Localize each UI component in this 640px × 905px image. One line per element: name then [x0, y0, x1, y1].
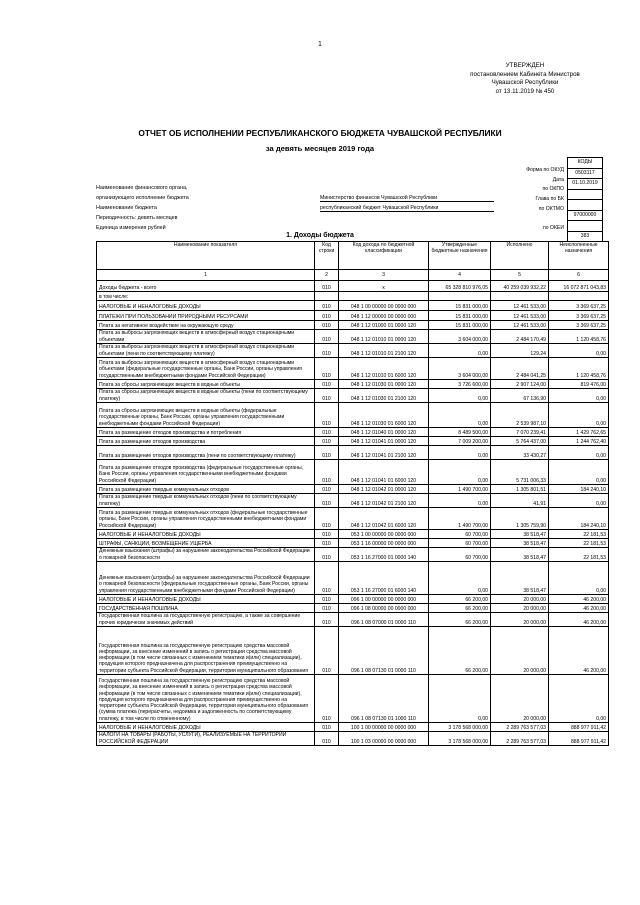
glava-label: Глава по БК: [535, 196, 564, 202]
table-row: [97, 403, 609, 428]
cell-executed: 40 259 039 932,22: [491, 281, 549, 292]
header-remaining: Неисполненные назначения: [549, 242, 609, 270]
codes-heading: КОДЫ: [568, 158, 603, 169]
cell-remaining: 1 120 458,76: [549, 330, 609, 344]
cell-executed: 38 518,47: [491, 562, 549, 595]
cell-executed: 38 518,47: [491, 539, 549, 548]
header-approved: Утвержденные бюджетные назначения: [429, 242, 491, 270]
cell-line: 010: [315, 595, 339, 604]
cell-line: 010: [315, 675, 339, 723]
cell-approved: 0,00: [429, 446, 491, 460]
cell-code: 048 1 12 01042 01 0000 120: [339, 485, 429, 494]
cell-approved: 0,00: [429, 494, 491, 508]
cell-code: 048 1 12 01010 01 6000 120: [339, 358, 429, 380]
cell-remaining: 0,00: [549, 494, 609, 508]
cell-remaining: 819 476,00: [549, 380, 609, 389]
table-row: [97, 604, 609, 613]
cell-code: 096 1 08 07130 01 0000 110: [339, 627, 429, 675]
report-title: ОТЧЕТ ОБ ИСПОЛНЕНИИ РЕСПУБЛИКАНСКОГО БЮДЖЕТА ЧУВАШСКОЙ РЕСПУБЛИКИ: [138, 128, 502, 138]
cell-remaining: 46 200,00: [549, 627, 609, 675]
table-row: [97, 675, 609, 723]
cell-code: 048 1 12 01041 01 0000 120: [339, 437, 429, 446]
cell-remaining: 0,00: [549, 675, 609, 723]
codes-box: [567, 157, 603, 242]
cell-name: Плата за размещение твердых коммунальных отходов (федеральные государственные органы, Банк России, органы управления государственными внебюджетными фондами Российской Федерации): [97, 508, 315, 530]
cell-name: Плата за размещение отходов производства: [97, 437, 315, 446]
fin-body-label-1: Наименование финансового органа,: [96, 185, 188, 191]
cell-name: НАЛОГОВЫЕ И НЕНАЛОГОВЫЕ ДОХОДЫ: [97, 723, 315, 732]
cell-code: 053 1 16 00000 00 0000 000: [339, 539, 429, 548]
cell-remaining: 46 200,00: [549, 595, 609, 604]
cell-executed: 20 000,00: [491, 675, 549, 723]
table-row: [97, 311, 609, 321]
cell-remaining: 16 072 871 043,83: [549, 281, 609, 292]
cell-remaining: 888 977 911,42: [549, 732, 609, 746]
table-row: [97, 548, 609, 562]
cell-approved: 0,00: [429, 460, 491, 485]
cell-line: 010: [315, 485, 339, 494]
cell-code: x: [339, 281, 429, 292]
col-number: 4: [429, 270, 491, 281]
cell-executed: 2 484 170,49: [491, 330, 549, 344]
cell-code: 048 1 12 01030 01 6000 120: [339, 403, 429, 428]
cell-line: 010: [315, 321, 339, 330]
cell-remaining: 3 369 637,25: [549, 301, 609, 311]
cell-approved: 3 178 568 000,00: [429, 723, 491, 732]
header-name: Наименование показателя: [97, 242, 315, 270]
cell-remaining: 184 240,10: [549, 508, 609, 530]
cell-line: 010: [315, 403, 339, 428]
table-row: [97, 613, 609, 627]
cell-executed: 38 518,47: [491, 548, 549, 562]
okpo-label: по ОКПО: [542, 186, 564, 192]
cell-line: [315, 292, 339, 301]
cell-remaining: 3 369 637,25: [549, 311, 609, 321]
cell-approved: 3 604 000,00: [429, 358, 491, 380]
cell-executed: 20 000,00: [491, 627, 549, 675]
cell-line: 010: [315, 548, 339, 562]
cell-name: Доходы бюджета - всего: [97, 281, 315, 292]
cell-code: 053 1 00 00000 00 0000 000: [339, 530, 429, 539]
cell-approved: 15 831 000,00: [429, 301, 491, 311]
cell-approved: 0,00: [429, 344, 491, 358]
cell-executed: 12 461 533,00: [491, 301, 549, 311]
approval-line-4: от 13.11.2019 № 450: [495, 87, 555, 95]
cell-line: 010: [315, 613, 339, 627]
cell-name: Государственная пошлина за государственную регистрацию средства массовой информации, за внесение изменений в запись о регистрации средства массовой информации (в том числе связанных с изменением тематики и(или) специализации), продукция которого предназначена для распространения преимущественно на территории субъекта Российской Федерации, территории муниципального образования: [97, 627, 315, 675]
cell-executed: 20 000,00: [491, 604, 549, 613]
oktmo-label: по ОКТМО: [538, 206, 564, 212]
period-label: Периодичность: девять месяцев: [96, 215, 178, 221]
cell-approved: 3 178 568 000,00: [429, 732, 491, 746]
cell-name: Плата за сбросы загрязняющих веществ в водные объекты (пени по соответствующему платежу): [97, 389, 315, 403]
cell-line: 010: [315, 330, 339, 344]
cell-approved: 15 831 000,00: [429, 311, 491, 321]
cell-executed: 2 289 763 577,03: [491, 723, 549, 732]
income-table-body: [97, 281, 609, 746]
header-income-code: Код дохода по бюджетной классификации: [339, 242, 429, 270]
cell-line: 010: [315, 428, 339, 437]
table-row: [97, 330, 609, 344]
cell-executed: 67 136,90: [491, 389, 549, 403]
cell-approved: 66 200,00: [429, 604, 491, 613]
cell-executed: 20 000,00: [491, 613, 549, 627]
date-value: 01.10.2019: [568, 179, 603, 190]
cell-approved: 66 200,00: [429, 613, 491, 627]
cell-remaining: 0,00: [549, 460, 609, 485]
cell-executed: 38 518,47: [491, 530, 549, 539]
cell-name: Плата за негативное воздействие на окружающую среду: [97, 321, 315, 330]
table-row: [97, 301, 609, 311]
table-row: [97, 627, 609, 675]
cell-approved: 0,00: [429, 389, 491, 403]
cell-remaining: [549, 292, 609, 301]
cell-name: ГОСУДАРСТВЕННАЯ ПОШЛИНА: [97, 604, 315, 613]
cell-name: Государственная пошлина за государственную регистрацию средства массовой информации, за внесение изменений в запись о регистрации средства массовой информации (в том числе связанных с изменением тематики и(или) специализации), продукция которого предназначена для распространения преимущественно на территории субъекта Российской Федерации, территории муниципального образования (сумма платежа (перерасчеты, недоимка и задолженность по соответствующему платежу, в том числе по отмененному): [97, 675, 315, 723]
cell-executed: 5 731 006,33: [491, 460, 549, 485]
cell-executed: 5 764 437,00: [491, 437, 549, 446]
cell-line: 010: [315, 539, 339, 548]
approval-stamp: [430, 62, 620, 96]
col-number: 1: [97, 270, 315, 281]
cell-executed: 2 289 763 577,03: [491, 732, 549, 746]
cell-code: 048 1 12 00000 00 0000 000: [339, 311, 429, 321]
col-number: 3: [339, 270, 429, 281]
table-row: [97, 732, 609, 746]
col-number: 6: [549, 270, 609, 281]
table-row: [97, 380, 609, 389]
header-line-code: Код строки: [315, 242, 339, 270]
cell-name: Плата за сбросы загрязняющих веществ в водные объекты (федеральные государственные органы, Банк России, органы управления государственными внебюджетными фондами Российской Федерации): [97, 403, 315, 428]
cell-executed: 2 484 041,25: [491, 358, 549, 380]
cell-remaining: 0,00: [549, 446, 609, 460]
section-title: 1. Доходы бюджета: [286, 232, 354, 239]
cell-line: 010: [315, 301, 339, 311]
cell-approved: 60 700,00: [429, 539, 491, 548]
cell-approved: 15 831 000,00: [429, 321, 491, 330]
cell-approved: [429, 292, 491, 301]
cell-line: 010: [315, 732, 339, 746]
cell-remaining: 1 120 458,76: [549, 358, 609, 380]
cell-line: 010: [315, 389, 339, 403]
table-row: [97, 428, 609, 437]
cell-remaining: 22 181,53: [549, 530, 609, 539]
cell-executed: 1 305 759,90: [491, 508, 549, 530]
cell-executed: 2 907 124,00: [491, 380, 549, 389]
income-table: [96, 241, 609, 746]
cell-line: 010: [315, 627, 339, 675]
cell-approved: 3 604 000,00: [429, 330, 491, 344]
okud-label: Форма по ОКУД: [526, 167, 564, 173]
cell-remaining: 888 977 911,42: [549, 723, 609, 732]
cell-approved: 66 200,00: [429, 595, 491, 604]
cell-remaining: 22 181,53: [549, 548, 609, 562]
page-number: 1: [318, 41, 322, 48]
cell-line: 010: [315, 380, 339, 389]
cell-code: [339, 292, 429, 301]
cell-code: 100 1 00 00000 00 0000 000: [339, 723, 429, 732]
cell-name: НАЛОГОВЫЕ И НЕНАЛОГОВЫЕ ДОХОДЫ: [97, 301, 315, 311]
cell-name: ШТРАФЫ, САНКЦИИ, ВОЗМЕЩЕНИЕ УЩЕРБА: [97, 539, 315, 548]
cell-remaining: 0,00: [549, 344, 609, 358]
cell-name: Плата за размещение отходов производства (пени по соответствующему платежу): [97, 446, 315, 460]
cell-approved: 0,00: [429, 562, 491, 595]
okud-value: 0503117: [568, 168, 603, 179]
oktmo-value: 97000000: [568, 210, 603, 221]
cell-code: 048 1 12 01000 01 0000 120: [339, 321, 429, 330]
cell-remaining: 46 200,00: [549, 604, 609, 613]
fin-body-value: Министерство финансов Чувашской Республики: [320, 195, 494, 202]
cell-code: 048 1 12 01010 01 2100 120: [339, 344, 429, 358]
table-row: [97, 460, 609, 485]
cell-approved: 66 200,00: [429, 627, 491, 675]
cell-line: 010: [315, 437, 339, 446]
cell-code: 048 1 12 01041 01 2100 120: [339, 446, 429, 460]
header-executed: Исполнено: [491, 242, 549, 270]
cell-code: 053 1 16 27000 01 6000 140: [339, 562, 429, 595]
cell-approved: 65 328 810 976,05: [429, 281, 491, 292]
unit-label: Единица измерения рублей: [96, 225, 166, 231]
cell-remaining: 0,00: [549, 403, 609, 428]
cell-executed: 20 000,00: [491, 595, 549, 604]
cell-executed: 7 070 239,41: [491, 428, 549, 437]
cell-name: НАЛОГОВЫЕ И НЕНАЛОГОВЫЕ ДОХОДЫ: [97, 595, 315, 604]
cell-line: 010: [315, 281, 339, 292]
table-row: [97, 485, 609, 494]
cell-code: 096 1 08 07130 01 1000 110: [339, 675, 429, 723]
blank-code-cell: [568, 221, 603, 232]
budget-value: республиканский бюджет Чувашской Республики: [320, 205, 494, 212]
cell-name: НАЛОГОВЫЕ И НЕНАЛОГОВЫЕ ДОХОДЫ: [97, 530, 315, 539]
table-row: [97, 723, 609, 732]
table-row: [97, 437, 609, 446]
table-row: [97, 358, 609, 380]
cell-executed: 41,91: [491, 494, 549, 508]
cell-approved: 60 700,00: [429, 548, 491, 562]
cell-line: 010: [315, 358, 339, 380]
cell-executed: 2 539 987,10: [491, 403, 549, 428]
cell-code: 048 1 12 01040 01 0000 120: [339, 428, 429, 437]
col-number: 2: [315, 270, 339, 281]
cell-code: 048 1 12 01010 01 0000 120: [339, 330, 429, 344]
cell-name: ПЛАТЕЖИ ПРИ ПОЛЬЗОВАНИИ ПРИРОДНЫМИ РЕСУРСАМИ: [97, 311, 315, 321]
budget-label: Наименование бюджета: [96, 205, 157, 211]
table-row: [97, 281, 609, 292]
cell-line: 010: [315, 723, 339, 732]
cell-approved: 0,00: [429, 675, 491, 723]
cell-name: Денежные взыскания (штрафы) за нарушение законодательства Российской Федерации о пожарной безопасности (федеральные государственные органы, Банк России, органы управления государственными внебюджетными фондами Российской Федерации): [97, 562, 315, 595]
cell-executed: [491, 292, 549, 301]
cell-code: 048 1 00 00000 00 0000 000: [339, 301, 429, 311]
cell-line: 010: [315, 530, 339, 539]
cell-line: 010: [315, 562, 339, 595]
cell-remaining: 184 240,10: [549, 485, 609, 494]
table-row: [97, 508, 609, 530]
table-row: [97, 595, 609, 604]
cell-name: в том числе:: [97, 292, 315, 301]
cell-code: 048 1 12 01042 01 6000 120: [339, 508, 429, 530]
cell-remaining: 46 200,00: [549, 613, 609, 627]
cell-name: Плата за выбросы загрязняющих веществ в атмосферный воздух стационарными объектами: [97, 330, 315, 344]
table-row: [97, 562, 609, 595]
cell-approved: 1 490 700,00: [429, 508, 491, 530]
glava-value: [568, 200, 603, 211]
cell-line: 010: [315, 460, 339, 485]
cell-line: 010: [315, 311, 339, 321]
table-row: [97, 494, 609, 508]
cell-approved: 8 489 500,00: [429, 428, 491, 437]
report-subtitle: за девять месяцев 2019 года: [265, 144, 375, 153]
approval-line-3: Чувашской Республики: [491, 79, 559, 87]
cell-name: Плата за размещение отходов производства (федеральные государственные органы, Банк России, органы управления государственными внебюджетными фондами Российской Федерации): [97, 460, 315, 485]
cell-name: Плата за выбросы загрязняющих веществ в атмосферный воздух стационарными объектами (пени по соответствующему платежу): [97, 344, 315, 358]
table-row: [97, 344, 609, 358]
table-row: [97, 292, 609, 301]
cell-remaining: 22 181,53: [549, 539, 609, 548]
cell-code: 053 1 16 27000 01 0000 140: [339, 548, 429, 562]
cell-code: 048 1 12 01030 01 0000 120: [339, 380, 429, 389]
cell-code: 048 1 12 01030 01 2100 120: [339, 389, 429, 403]
cell-line: 010: [315, 344, 339, 358]
cell-line: 010: [315, 446, 339, 460]
col-number: 5: [491, 270, 549, 281]
cell-name: Плата за размещение отходов производства и потребления: [97, 428, 315, 437]
cell-line: 010: [315, 508, 339, 530]
date-label: Дата: [552, 177, 564, 183]
approval-line-1: УТВЕРЖДЕН: [505, 62, 545, 69]
cell-code: 096 1 00 00000 00 0000 000: [339, 595, 429, 604]
cell-name: Государственная пошлина за государственную регистрацию, а также за совершение прочих юридически значимых действий: [97, 613, 315, 627]
cell-name: Плата за выбросы загрязняющих веществ в атмосферный воздух стационарными объектами (федеральные государственные органы, Банк России, органы управления государственными внебюджетными фондами Российской Федерации): [97, 358, 315, 380]
cell-line: 010: [315, 494, 339, 508]
cell-code: 096 1 08 00000 00 0000 000: [339, 604, 429, 613]
cell-code: 048 1 12 01041 01 6000 120: [339, 460, 429, 485]
cell-remaining: 3 369 637,25: [549, 321, 609, 330]
okpo-value: [568, 189, 603, 200]
cell-name: Плата за размещение твердых коммунальных отходов: [97, 485, 315, 494]
cell-remaining: 1 244 762,40: [549, 437, 609, 446]
cell-approved: 7 009 200,00: [429, 437, 491, 446]
cell-executed: 12 461 533,00: [491, 321, 549, 330]
cell-name: Плата за сбросы загрязняющих веществ в водные объекты: [97, 380, 315, 389]
okei-value: 383: [568, 231, 603, 242]
cell-code: 100 1 03 00000 00 0000 000: [339, 732, 429, 746]
cell-executed: 12 461 533,00: [491, 311, 549, 321]
okei-label: по ОКЕИ: [543, 225, 564, 231]
cell-executed: 129,24: [491, 344, 549, 358]
table-row: [97, 389, 609, 403]
cell-executed: 33 430,27: [491, 446, 549, 460]
cell-executed: 1 305 801,51: [491, 485, 549, 494]
cell-approved: 3 726 600,00: [429, 380, 491, 389]
table-row: [97, 539, 609, 548]
approval-line-2: постановлением Кабинета Министров: [470, 70, 580, 78]
table-row: [97, 446, 609, 460]
cell-line: 010: [315, 604, 339, 613]
fin-body-label-2: организующего исполнение бюджета: [96, 195, 189, 201]
cell-code: 048 1 12 01042 01 2100 120: [339, 494, 429, 508]
cell-remaining: 1 429 762,65: [549, 428, 609, 437]
cell-remaining: 0,00: [549, 389, 609, 403]
cell-approved: 0,00: [429, 403, 491, 428]
cell-code: 096 1 08 07000 01 0000 110: [339, 613, 429, 627]
cell-name: Денежные взыскания (штрафы) за нарушение законодательства Российской Федерации о пожарной безопасности: [97, 548, 315, 562]
cell-approved: 1 490 700,00: [429, 485, 491, 494]
cell-approved: 60 700,00: [429, 530, 491, 539]
cell-remaining: 0,00: [549, 562, 609, 595]
table-row: [97, 321, 609, 330]
table-row: [97, 530, 609, 539]
cell-name: Плата за размещение твердых коммунальных отходов (пени по соответствующему платежу): [97, 494, 315, 508]
cell-name: НАЛОГИ НА ТОВАРЫ (РАБОТЫ, УСЛУГИ), РЕАЛИЗУЕМЫЕ НА ТЕРРИТОРИИ РОССИЙСКОЙ ФЕДЕРАЦИИ: [97, 732, 315, 746]
